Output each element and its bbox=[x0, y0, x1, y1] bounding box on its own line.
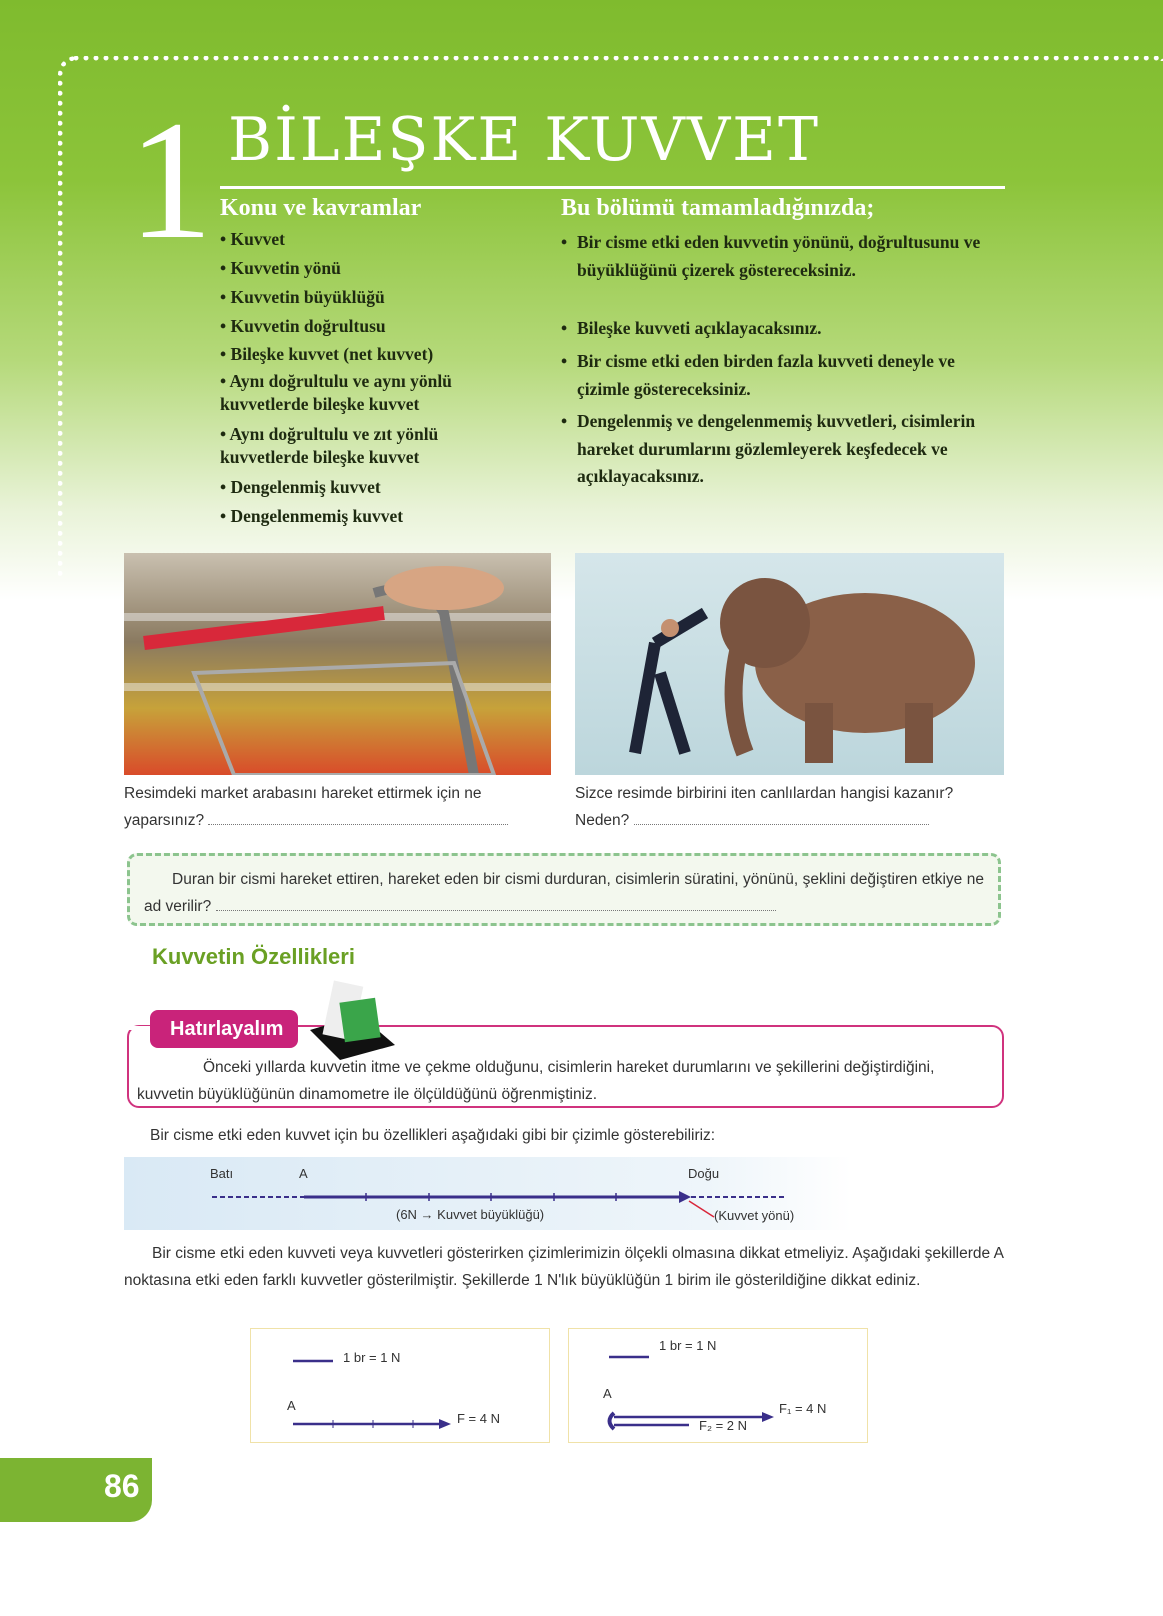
list-item: • Kuvvetin büyüklüğü bbox=[220, 284, 385, 311]
answer-line[interactable] bbox=[634, 811, 929, 825]
list-item: • Bir cisme etki eden kuvvetin yönünü, doğrultusunu ve büyüklüğünü çizerek göstereceksiniz. bbox=[561, 229, 991, 284]
photo-caption bbox=[124, 780, 552, 834]
west-label: Batı bbox=[210, 1166, 234, 1181]
photo-caption bbox=[575, 780, 1003, 834]
caption-text: Sizce resimde birbirini iten canlılardan hangisi kazanır? Neden? bbox=[575, 785, 954, 829]
answer-line[interactable] bbox=[208, 811, 508, 825]
remember-text: Önceki yıllarda kuvvetin itme ve çekme olduğunu, cisimlerin hareket durumlarını ve şekillerini değiştirdiğini, kuvvetin büyüklüğünün dinamometre ile ölçüldüğünü öğrenmiştiniz. bbox=[137, 1059, 935, 1103]
list-item: • Aynı doğrultulu ve zıt yönlü kuvvetlerde bileşke kuvvet bbox=[220, 423, 520, 469]
caption-text: Resimdeki market arabasını hareket ettirmek için ne yaparsınız? bbox=[124, 785, 482, 829]
point-label: A bbox=[287, 1398, 296, 1413]
list-item: • Dengelenmiş ve dengelenmemiş kuvvetleri, cisimlerin hareket durumlarını gözlemleyerek keşfedecek ve açıklayacaksınız. bbox=[561, 408, 991, 491]
question-text bbox=[130, 856, 998, 920]
scale-label: 1 br = 1 N bbox=[659, 1338, 717, 1353]
scale-paragraph: Bir cisme etki eden kuvveti veya kuvvetleri gösterirken çizimlerimizin ölçekli olmasına dikkat etmeliyiz. Aşağıdaki şekillerde A noktasına etki eden farklı kuvvetler gösterilmiştir. Şekillerde 1 N'lık büyüklüğün 1 birim ile gösterildiğine dikkat ediniz. bbox=[124, 1245, 1004, 1289]
book-icon bbox=[300, 975, 400, 1065]
answer-line[interactable] bbox=[216, 897, 776, 911]
objectives-heading: Bu bölümü tamamladığınızda; bbox=[561, 195, 875, 221]
point-label: A bbox=[603, 1386, 612, 1401]
figure-two-forces bbox=[568, 1328, 868, 1443]
list-item: • Dengelenmiş kuvvet bbox=[220, 474, 381, 501]
scale-label: 1 br = 1 N bbox=[343, 1350, 401, 1365]
figure-single-force bbox=[250, 1328, 550, 1443]
question-box bbox=[127, 853, 1001, 926]
list-item: • Kuvvetin doğrultusu bbox=[220, 313, 386, 340]
chapter-title: BİLEŞKE KUVVET bbox=[228, 105, 820, 175]
force1-label: F₁ = 4 N bbox=[779, 1401, 827, 1416]
intro-text: Bir cisme etki eden kuvvet için bu özellikleri aşağıdaki gibi bir çizimle gösterebiliriz: bbox=[150, 1127, 716, 1144]
page-number: 86 bbox=[104, 1468, 140, 1504]
force-diagram bbox=[124, 1157, 852, 1230]
list-item: • Bir cisme etki eden birden fazla kuvveti deneyle ve çizimle göstereceksiniz. bbox=[561, 348, 991, 403]
force-label: F = 4 N bbox=[457, 1411, 500, 1426]
chapter-number: 1 bbox=[128, 86, 213, 274]
direction-label: (Kuvvet yönü) bbox=[714, 1208, 795, 1223]
list-item: • Aynı doğrultulu ve aynı yönlü kuvvetlerde bileşke kuvvet bbox=[220, 370, 530, 416]
elephant-illustration bbox=[575, 553, 1004, 775]
concepts-heading: Konu ve kavramlar bbox=[220, 195, 422, 221]
remember-tag: Hatırlayalım bbox=[150, 1010, 298, 1048]
point-label: A bbox=[299, 1166, 308, 1181]
east-label: Doğu bbox=[688, 1166, 720, 1181]
section-heading: Kuvvetin Özellikleri bbox=[152, 944, 355, 969]
question-label: Duran bir cismi hareket ettiren, hareket eden bir cismi durduran, cisimlerin süratini, yönünü, şeklini değiştiren etkiye ne ad verilir? bbox=[144, 871, 984, 915]
divider bbox=[220, 186, 1005, 189]
list-item: • Kuvvetin yönü bbox=[220, 255, 341, 282]
elephant-photo bbox=[575, 553, 1004, 775]
magnitude-label: (6N → Kuvvet büyüklüğü) bbox=[396, 1207, 545, 1222]
shopping-cart-photo bbox=[124, 553, 551, 775]
list-item: • Kuvvet bbox=[220, 226, 285, 253]
force-arrow bbox=[251, 1329, 551, 1444]
list-item: • Dengelenmemiş kuvvet bbox=[220, 503, 403, 530]
shopping-cart-illustration bbox=[124, 553, 551, 775]
list-item: • Bileşke kuvvet (net kuvvet) bbox=[220, 341, 433, 368]
force2-label: F₂ = 2 N bbox=[699, 1418, 748, 1433]
list-item: • Bileşke kuvveti açıklayacaksınız. bbox=[561, 315, 991, 343]
